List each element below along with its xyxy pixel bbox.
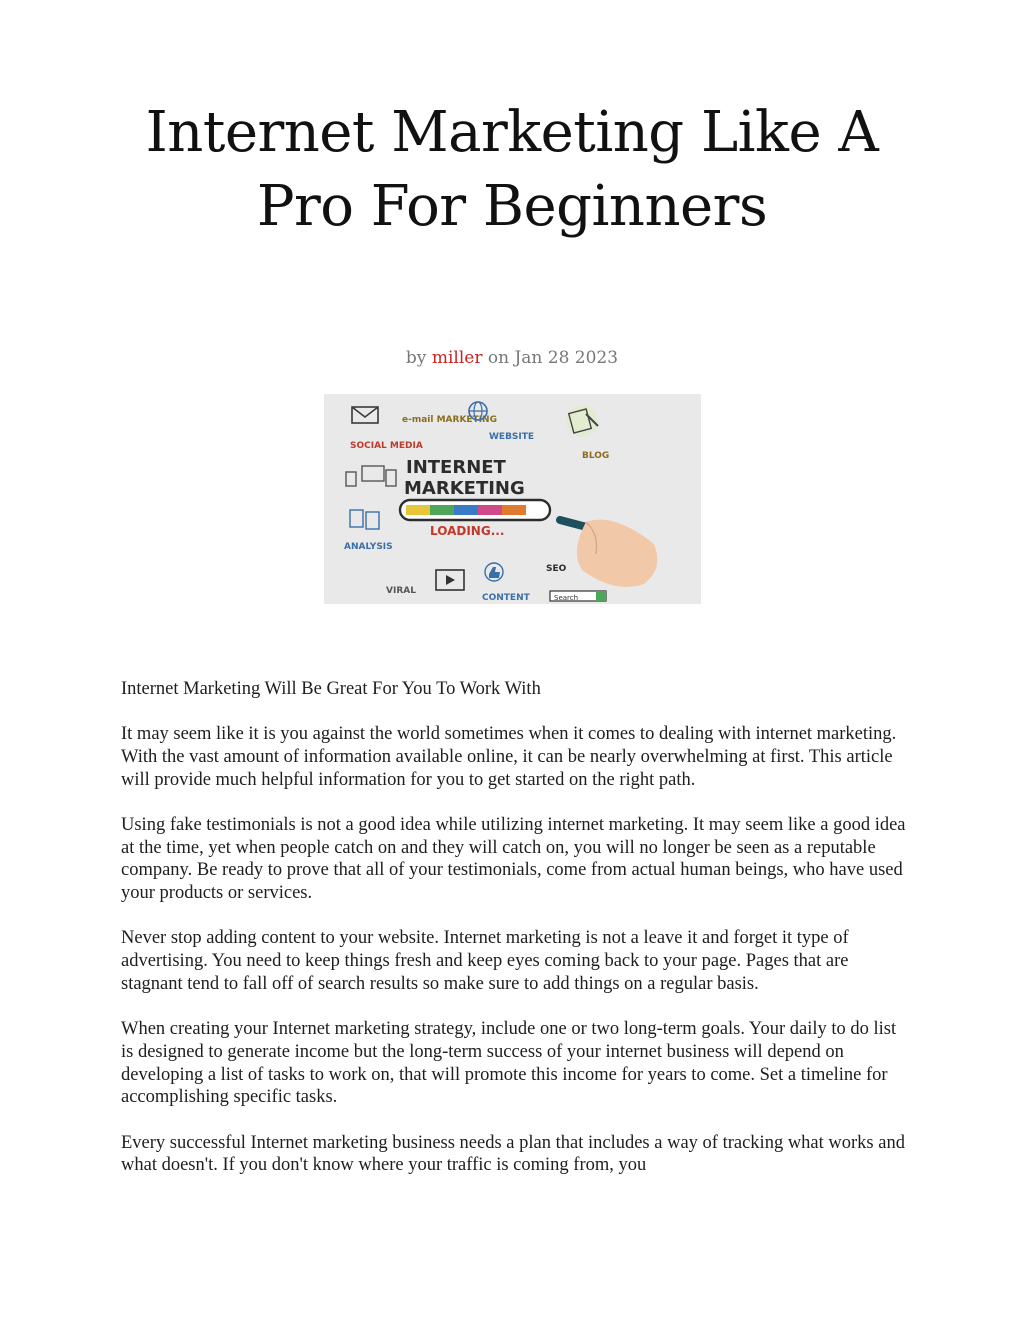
byline-prefix: by [405,348,427,368]
headline-internet: INTERNET [406,457,506,478]
body-paragraph: Never stop adding content to your website. Internet marketing is not a leave it and forget it type of advertising. You need to keep things fresh and keep eyes coming back to your page. Pages that are stagnant tend to fall off of search results so make sure to add things on a regular basis. [121,928,849,994]
body-heading: Internet Marketing Will Be Great For You To Work With [121,679,541,699]
notepad-icon [566,405,598,437]
headline-marketing: MARKETING [404,478,525,499]
body-paragraph: Using fake testimonials is not a good idea while utilizing internet marketing. It may seem like a good idea at the time, yet when people catch on and they will catch on, you will no longer be seen as a reputable company. Be ready to prove that all of your testimonials, come from actual human beings, who have used your products or services. [121,815,906,904]
seo-label: SEO [546,564,567,574]
loading-label: LOADING... [430,524,505,538]
website-label: WEBSITE [489,432,535,442]
body-paragraph: Every successful Internet marketing business needs a plan that includes a way of tracking what works and what doesn't. If you don't know where your traffic is coming from, you [121,1132,905,1176]
byline [112,348,912,368]
byline-date: on Jan 28 2023 [487,348,619,368]
article-title: Internet Marketing Like A Pro For Beginners [145,100,879,239]
viral-label: VIRAL [386,586,416,596]
hero-image [324,394,701,604]
analysis-label: ANALYSIS [344,542,393,552]
blog-label: BLOG [582,451,610,461]
body-paragraph: It may seem like it is you against the world sometimes when it comes to dealing with internet marketing. With the vast amount of information available online, it can be nearly overwhelming at first. This article will provide much helpful information for you to get started on the right path. [121,724,897,790]
social-media-label: SOCIAL MEDIA [350,441,423,451]
email-marketing-label: e-mail MARKETING [402,415,497,425]
body-paragraph: When creating your Internet marketing strategy, include one or two long-term goals. Your daily to do list is designed to generate income but the long-term success of your internet business will depend on developing a list of tasks to work on, that will promote this income for years to come. Set a timeline for accomplishing specific tasks. [121,1019,897,1108]
search-label: Search [554,594,579,602]
article-body [121,678,911,1200]
internet-marketing-illustration [324,394,701,604]
author-link[interactable]: miller [431,348,483,368]
content-label: CONTENT [482,593,530,603]
loading-bar [400,500,550,520]
